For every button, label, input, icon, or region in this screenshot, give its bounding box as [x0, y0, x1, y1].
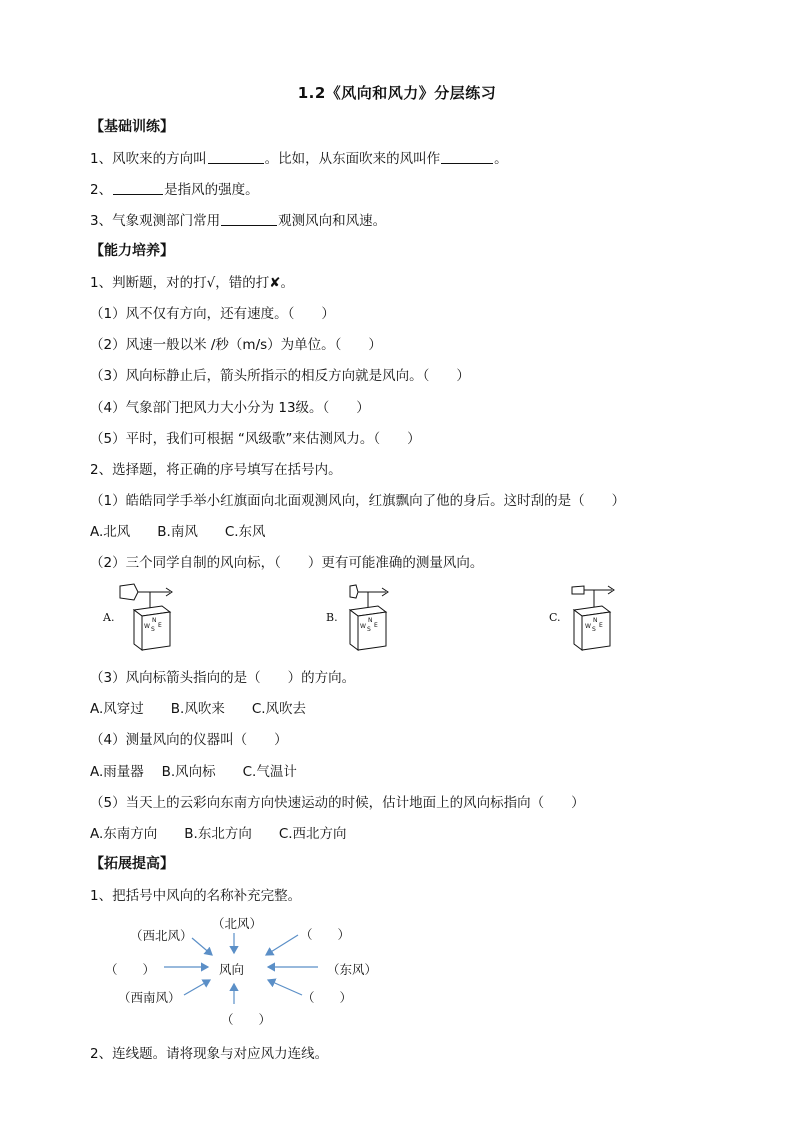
judge-item: （1）风不仅有方向，还有速度。（ ） [90, 306, 335, 322]
section-extend-heading: 【拓展提高】 [90, 856, 174, 872]
choice-title: 2、选择题，将正确的序号填写在括号内。 [90, 462, 342, 478]
basic-q2-text-a: 2、 [90, 182, 113, 198]
diagram-northwest-label: （西北风） [130, 928, 193, 943]
section-ability-heading: 【能力培养】 [90, 243, 174, 259]
choice-options-4: A.雨量器 B.风向标 C.气温计 [90, 764, 297, 780]
extend-question-2: 2、连线题。请将现象与对应风力连线。 [90, 1046, 329, 1062]
compass-s: S [367, 626, 371, 633]
compass-e: E [599, 622, 603, 629]
diagram-southwest-label: （西南风） [118, 990, 181, 1005]
compass-n: N [152, 617, 157, 624]
vane-label-a: A. [103, 611, 115, 624]
section-basic-heading: 【基础训练】 [90, 119, 174, 135]
diagram-center-label: 风向 [219, 962, 245, 977]
choice-options-5: A.东南方向 B.东北方向 C.西北方向 [90, 826, 347, 842]
compass-n: N [593, 617, 598, 624]
basic-q2-text-b: 是指风的强度。 [164, 182, 259, 198]
vane-label-b: B. [326, 611, 338, 624]
diagram-southeast-label: （ ） [302, 990, 353, 1005]
diagram-north-label: （北风） [212, 916, 263, 931]
basic-q3-text-a: 3、气象观测部门常用 [90, 213, 221, 229]
judge-item: （5）平时，我们可根据 “风级歌”来估测风力。（ ） [90, 431, 421, 447]
judge-item: （4）气象部门把风力大小分为 13级。（ ） [90, 400, 370, 416]
judge-title: 1、判断题，对的打√，错的打✘。 [90, 275, 295, 291]
choice-options-3: A.风穿过 B.风吹来 C.风吹去 [90, 701, 307, 717]
judge-item: （2）风速一般以米 /秒（m/s）为单位。（ ） [90, 337, 382, 353]
vane-label-c: C. [549, 611, 561, 624]
arrow-from-northeast [266, 935, 298, 955]
basic-q3-text-b: 观测风向和风速。 [278, 213, 387, 229]
choice-question-1: （1）皓皓同学手举小红旗面向北面观测风向，红旗飘向了他的身后。这时刮的是（ ） [90, 493, 626, 509]
choice-question-5: （5）当天上的云彩向东南方向快速运动的时候，估计地面上的风向标指向（ ） [90, 795, 585, 811]
diagram-east-label: （东风） [327, 962, 378, 977]
compass-n: N [368, 617, 373, 624]
compass-w: W [360, 623, 366, 630]
compass-w: W [144, 623, 150, 630]
page-title: 1.2《风向和风力》分层练习 [297, 84, 497, 102]
judge-item: （3）风向标静止后，箭头所指示的相反方向就是风向。（ ） [90, 368, 470, 384]
choice-question-2: （2）三个同学自制的风向标，（ ）更有可能准确的测量风向。 [90, 555, 484, 571]
extend-question-1: 1、把括号中风向的名称补充完整。 [90, 888, 302, 904]
compass-e: E [374, 622, 378, 629]
basic-q1-text-a: 1、风吹来的方向叫 [90, 151, 207, 167]
basic-q1-text-c: 。 [494, 151, 508, 167]
compass-w: W [585, 623, 591, 630]
choice-options-1: A.北风 B.南风 C.东风 [90, 524, 266, 540]
compass-s: S [592, 626, 596, 633]
arrow-from-southwest [184, 980, 210, 995]
choice-question-4: （4）测量风向的仪器叫（ ） [90, 732, 288, 748]
arrow-from-southeast [268, 980, 302, 995]
diagram-west-label: （ ） [105, 962, 156, 977]
diagram-northeast-label: （ ） [300, 927, 351, 942]
arrow-from-northwest [192, 938, 212, 955]
basic-q1-text-b: 。比如，从东面吹来的风叫作 [264, 151, 441, 167]
compass-s: S [151, 626, 155, 633]
diagram-south-label: （ ） [221, 1012, 272, 1027]
choice-question-3: （3）风向标箭头指向的是（ ）的方向。 [90, 670, 356, 686]
compass-e: E [158, 622, 162, 629]
